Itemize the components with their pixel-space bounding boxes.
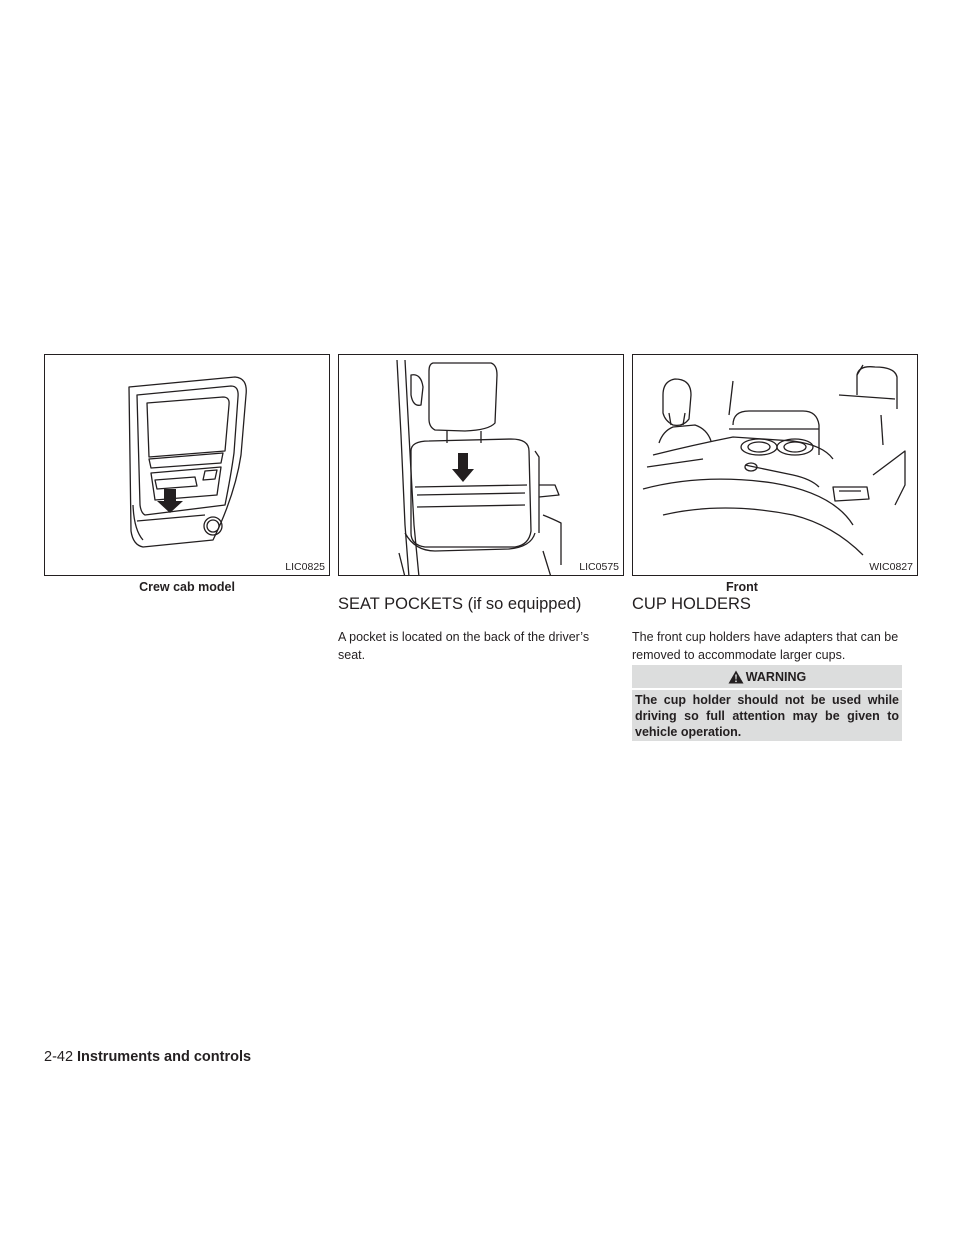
page-footer bbox=[44, 1049, 251, 1065]
down-arrow-icon bbox=[157, 489, 183, 513]
section-heading-cup-holders: CUP HOLDERS bbox=[632, 595, 751, 613]
figure-code: LIC0825 bbox=[285, 561, 325, 573]
warning-header bbox=[632, 665, 902, 688]
seat-back-illustration bbox=[339, 355, 624, 576]
cup-holders-body: The front cup holders have adapters that can be removed to accommodate larger cups. bbox=[632, 630, 899, 662]
figure-caption: Crew cab model bbox=[139, 580, 235, 594]
warning-triangle-icon bbox=[728, 670, 744, 684]
figure-cup-holders bbox=[632, 354, 918, 576]
warning-text: The cup holder should not be used while driving so full attention may be given to vehicle operation. bbox=[635, 693, 899, 739]
figure-code: LIC0575 bbox=[579, 561, 619, 573]
warning-divider bbox=[632, 688, 902, 690]
figure-door-panel bbox=[44, 354, 330, 576]
down-arrow-icon bbox=[452, 453, 474, 482]
figure-caption: Front bbox=[726, 580, 758, 594]
section-heading-seat-pockets: SEAT POCKETS (if so equipped) bbox=[338, 595, 582, 613]
figure-code: WIC0827 bbox=[869, 561, 913, 573]
figure-seat-back bbox=[338, 354, 624, 576]
door-panel-illustration bbox=[45, 355, 330, 576]
seat-pockets-body: A pocket is located on the back of the driver’s seat. bbox=[338, 630, 590, 662]
warning-label: WARNING bbox=[745, 669, 807, 684]
section-title: Instruments and controls bbox=[77, 1049, 252, 1065]
center-console-illustration bbox=[633, 355, 918, 576]
warning-box bbox=[632, 665, 902, 741]
page-number: 2-42 bbox=[44, 1049, 74, 1065]
